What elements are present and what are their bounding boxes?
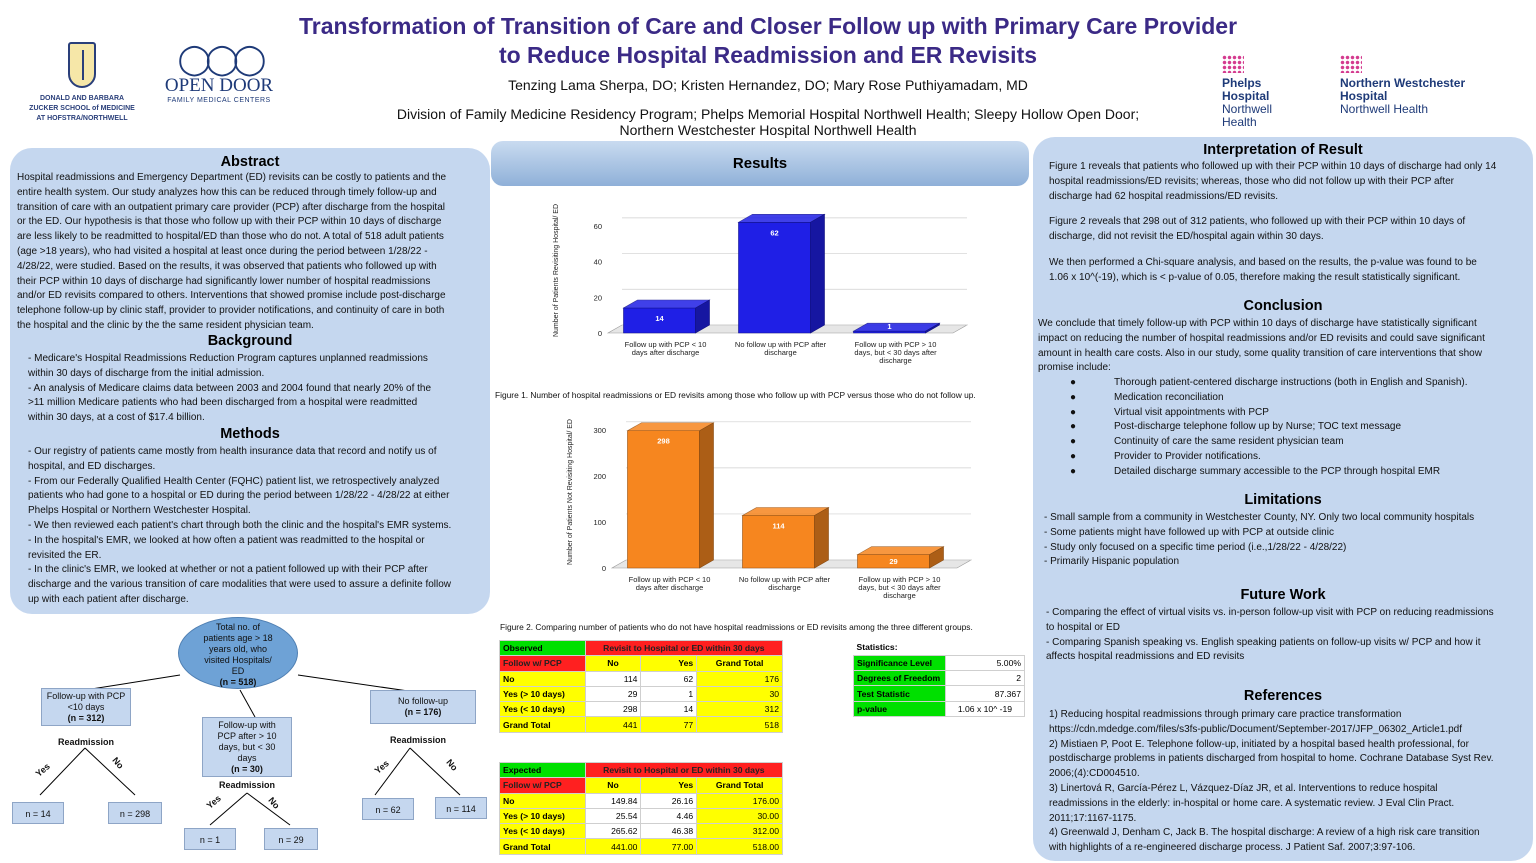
phelps-line-2: Hospital	[1222, 89, 1270, 103]
bar-side	[700, 423, 714, 568]
conclusion-bullets	[1070, 376, 1530, 480]
table-row: No 149.84 26.16 176.00	[500, 793, 783, 808]
shield-icon	[68, 42, 96, 88]
authors: Tenzing Lama Sherpa, DO; Kristen Hernandez, DO; Mary Rose Puthiyamadam, MD	[508, 77, 1028, 93]
y-tick-label: 300	[593, 425, 606, 435]
x-tick-label: No follow up with PCP after	[738, 575, 831, 584]
x-tick-label: days, but < 30 days after	[854, 348, 937, 357]
bar	[628, 431, 700, 568]
table-row: Significance Level 5.00%	[854, 655, 1025, 670]
background-text: - Medicare's Hospital Readmissions Reduction Program captures unplanned readmissions within 30 days of discharge from the initial admission. - An analysis of Medicare claims data between 2003 and 2004 found that nearly 20% of the >11 million Medicare patients who had been discharged from a hospital were readmitted within 30 days, at a cost of $17.4 billion.	[28, 353, 432, 424]
dots-icon	[1340, 55, 1362, 73]
nw-line-1: Northern Westchester	[1340, 76, 1466, 90]
list-item: ● Virtual visit appointments with PCP	[1070, 406, 1269, 418]
bar-data-label: 14	[655, 314, 664, 323]
phelps-line-1: Phelps	[1222, 76, 1262, 90]
affiliation-line-1: Division of Family Medicine Residency Program; Phelps Memorial Hospital Northwell Health; Sleepy Hollow Open Door;	[396, 106, 1140, 122]
zucker-line-3: AT HOFSTRA/NORTHWELL	[36, 115, 128, 122]
list-item: ● Post-discharge telephone follow up by Nurse; TOC text message	[1070, 421, 1402, 433]
phelps-line-4: Health	[1222, 115, 1257, 129]
yes-label-right: Yes	[372, 758, 391, 776]
conclusion-heading: Conclusion	[1243, 298, 1323, 314]
yes-label-left: Yes	[33, 761, 52, 779]
table-row: Yes (> 10 days) 29 1 30	[500, 686, 783, 701]
yes-label-middle: Yes	[204, 793, 223, 811]
bar-top	[628, 423, 714, 431]
y-tick-label: 20	[593, 293, 602, 303]
figure2-caption: Figure 2. Comparing number of patients who do not have hospital readmissions or ED revisits among the three different groups.	[500, 622, 973, 632]
bar-top	[858, 547, 944, 555]
table-row: p-value 1.06 x 10^ -19	[854, 701, 1025, 716]
x-tick-label: days, but < 30 days after	[858, 583, 941, 592]
no-label-middle: No	[266, 795, 282, 811]
bar-data-label: 1	[887, 322, 892, 331]
x-tick-label: discharge	[764, 348, 797, 357]
future-work-text: - Comparing the effect of virtual visits vs. in-person follow-up visit with PCP on reducing readmissions to hospital or ED - Comparing Spanish speaking vs. English speaking patients on follow-up visits w/ PCP and how it affects hospital readmissions and ED revisits	[1046, 607, 1494, 663]
x-tick-label: discharge	[879, 356, 912, 365]
limitations-text: - Small sample from a community in Westchester County, NY. Only two local community hospitals - Some patients might have followed up with PCP at outside clinic - Study only focused on a specific time period (i.e.,1/28/22 - 4/28/22) - Primarily Hispanic population	[1044, 512, 1475, 568]
x-tick-label: discharge	[883, 591, 916, 600]
table-row: Follow w/ PCP No Yes Grand Total	[500, 778, 783, 793]
readmission-label-middle: Readmission	[219, 780, 276, 790]
bar	[739, 222, 811, 333]
table-row: Yes (< 10 days) 265.62 46.38 312.00	[500, 824, 783, 839]
no-label-left: No	[110, 755, 126, 771]
list-item: ● Detailed discharge summary accessible to the PCP through hospital EMR	[1070, 465, 1441, 477]
y-tick-label: 200	[593, 471, 606, 481]
table-row: Degrees of Freedom 2	[854, 671, 1025, 686]
title-line-1: Transformation of Transition of Care and Closer Follow up with Primary Care Provider	[298, 13, 1238, 39]
abstract-text: Hospital readmissions and Emergency Department (ED) revisits can be costly to patients and the entire health system. Our study analyzes how this can be reduced through timely follow-up and transition of care with an outpatient primary care provider (PCP) after discharge from the hospital or the ED. Our hypothesis is that those who follow up with their PCP within 10 days of discharge are less likely to be readmitted to hospital/ED than those who do not. A total of 518 adult patients (age >18 years), who had visited a hospital at least once during the period between 1/28/22 - 4/28/22, were studied. Based on the results, it was observed that patients who followed up with their PCP within 10 days of discharge had significantly lower number of hospital readmissions and/or ED revisits compared to others. Interventions that showed promise include post-discharge telephone follow-up by clinic staff, provider to provider notifications, and continuity of care in both the hospital and the clinic by the the same resident physician team.	[17, 172, 447, 331]
figure1-chart	[548, 196, 988, 378]
x-tick-label: discharge	[768, 583, 801, 592]
limitations-heading: Limitations	[1244, 492, 1322, 508]
methods-text: - Our registry of patients came mostly from health insurance data that record and notify us of hospital, and ED discharges. - From our Federally Qualified Health Center (FQHC) patient list, we retrospectively analyzed patients who had gone to a hospital or ED during the period between 1/28/22 - 4/28/22 at either Phelps Hospital or Northern Westchester Hospital. - We then reviewed each patient's chart through both the clinic and the hospital's EMR systems. - In the hospital's EMR, we looked at how often a patient was readmitted to the hospital or revisited the ER. - In the clinic's EMR, we looked at whether or not a patient followed up with their PCP after discharge and the various transition of care modalities that were used to assure a definite follow up with each patient after discharge.	[28, 446, 452, 605]
expected-span: Revisit to Hospital or ED within 30 days	[585, 763, 782, 778]
bar-data-label: 114	[772, 521, 785, 531]
results-heading: Results	[491, 141, 1029, 186]
flowchart-node-no-followup: No follow-up (n = 176)	[370, 690, 476, 724]
bar-top	[624, 300, 710, 308]
leaf-middle-no: n = 29	[264, 828, 318, 850]
y-axis-label: Number of Patients Not Revisiting Hospital/ ED	[567, 419, 574, 565]
readmission-label-left: Readmission	[58, 737, 115, 747]
bar-data-label: 298	[657, 436, 670, 446]
open-door-sub: FAMILY MEDICAL CENTERS	[167, 97, 271, 104]
no-label-right: No	[444, 757, 460, 773]
x-tick-label: Follow up with PCP < 10	[628, 575, 711, 584]
x-tick-label: Follow up with PCP > 10	[854, 340, 937, 349]
statistics-title: Statistics:	[856, 642, 898, 653]
leaf-middle-yes: n = 1	[184, 828, 236, 850]
bar-side	[811, 214, 825, 333]
x-tick-label: No follow up with PCP after	[734, 340, 827, 349]
future-work-heading: Future Work	[1240, 587, 1326, 603]
observed-span: Revisit to Hospital or ED within 30 days	[585, 641, 782, 656]
phelps-logo	[1222, 55, 1322, 129]
observed-title: Observed	[500, 641, 586, 656]
nw-line-2: Hospital	[1340, 89, 1388, 103]
rings-icon: ◯◯◯	[177, 43, 261, 76]
bar-top	[854, 323, 940, 331]
bar-data-label: 62	[770, 228, 779, 238]
open-door-logo	[158, 44, 280, 106]
table-row: Yes (< 10 days) 298 14 312	[500, 702, 783, 717]
bar-data-label: 29	[889, 557, 898, 566]
flowchart-node-followup-lt10: Follow-up with PCP <10 days (n = 312)	[41, 688, 131, 726]
affiliation-line-2: Northern Westchester Hospital Northwell Health	[619, 122, 917, 138]
leaf-left-yes: n = 14	[12, 802, 64, 824]
table-row: Follow w/ PCP No Yes Grand Total	[500, 656, 783, 671]
expected-table	[499, 762, 783, 855]
table-row: Yes (> 10 days) 25.54 4.46 30.00	[500, 808, 783, 823]
bar-side	[815, 507, 829, 568]
leaf-left-no: n = 298	[108, 802, 162, 824]
y-tick-label: 40	[593, 257, 602, 267]
bar-top	[743, 507, 829, 515]
statistics-table	[853, 640, 1025, 717]
zucker-line-2: ZUCKER SCHOOL of MEDICINE	[29, 105, 135, 112]
dots-icon	[1222, 55, 1244, 73]
expected-title: Expected	[500, 763, 586, 778]
methods-heading: Methods	[220, 426, 280, 442]
table-row: No 114 62 176	[500, 671, 783, 686]
y-tick-label: 0	[597, 329, 602, 338]
list-item: ● Provider to Provider notifications.	[1070, 450, 1261, 462]
y-tick-label: 100	[593, 517, 606, 527]
x-tick-label: days after discharge	[635, 583, 704, 592]
leaf-right-yes: n = 62	[362, 798, 414, 820]
leaf-right-no: n = 114	[435, 797, 487, 819]
background-heading: Background	[207, 333, 293, 349]
list-item: ● Medication reconciliation	[1070, 391, 1224, 403]
conclusion-text: We conclude that timely follow-up with PCP within 10 days of discharge have statistically significant impact on reducing the number of hospital readmissions and/or ED revisits and could save significant amount in health care costs. Also in our study, some quality transition of care interventions that show promise include:	[1038, 318, 1485, 374]
flowchart-node-followup-gt10: Follow-up with PCP after > 10 days, but < 30 days (n = 30)	[202, 717, 292, 777]
interpretation-heading: Interpretation of Result	[1203, 142, 1363, 158]
figure1-caption: Figure 1. Number of hospital readmissions or ED revisits among those who follow up with PCP versus those who do not follow up.	[495, 390, 976, 400]
list-item: ● Continuity of care the same resident physician team	[1070, 436, 1344, 448]
x-tick-label: days after discharge	[631, 348, 700, 357]
zucker-logo	[22, 42, 142, 124]
list-item: ● Thorough patient-centered discharge instructions (both in English and Spanish).	[1070, 377, 1468, 388]
y-tick-label: 0	[601, 564, 606, 573]
northern-westchester-logo	[1340, 55, 1520, 116]
affiliation	[340, 106, 1196, 138]
interpretation-text: Figure 1 reveals that patients who followed up with their PCP within 10 days of discharge had only 14 hospital readmissions/ED revisits; whereas, those who did not follow up with their PCP after discharge had 62 hospital readmissions/ED revisits. Figure 2 reveals that 298 out of 312 patients, who followed up with their PCP within 10 days of discharge, did not revisit the ED/hospital again within 30 days. We then performed a Chi-square analysis, and based on the results, the p-value was found to be 1.06 x 10^(-19), which is < p-value of 0.05, therefore making the result statistically significant.	[1049, 161, 1497, 283]
poster-title	[200, 12, 1336, 70]
x-tick-label: Follow up with PCP > 10	[858, 575, 941, 584]
table-row: Test Statistic 87.367	[854, 686, 1025, 701]
zucker-line-1: DONALD AND BARBARA	[39, 95, 125, 102]
flowchart-root: Total no. of patients age > 18 years old, who visited Hospitals/ ED (n = 518)	[178, 617, 298, 689]
abstract-heading: Abstract	[220, 154, 280, 170]
phelps-line-3: Northwell	[1222, 102, 1273, 116]
table-row: Grand Total 441.00 77.00 518.00	[500, 839, 783, 854]
references-text: 1) Reducing hospital readmissions through primary care practice transformation https://cdn.mdedge.com/files/s3fs-public/Document/September-2017/JFP_06302_Article1.pdf 2) Mistiaen P, Poot E. Telephone follow-up, initiated by a hospital based health professional, for postdischarge problems in patients discharged from hospital to home. Cochrane Database Syst Rev. 2006;(4):CD004510. 3) Linertová R, García-Pérez L, Vázquez-Díaz JR, et al. Interventions to reduce hospital readmissions in the elderly: in-hospital or home care. A systematic review. J Eval Clin Pract. 2011;17:1167-1175. 4) Greenwald J, Denham C, Jack B. The hospital discharge: A review of a high risk care transition with highlights of a re-engineered discharge process. J Patient Saf. 2007;3:97-106.	[1049, 709, 1494, 854]
observed-table	[499, 640, 783, 733]
bar-top	[739, 214, 825, 222]
title-line-2: to Reduce Hospital Readmission and ER Revisits	[498, 42, 1038, 68]
open-door-name: OPEN DOOR	[164, 75, 274, 96]
y-axis-label: Number of Patients Revisiting Hospital/ ED	[553, 203, 560, 338]
figure2-chart	[562, 406, 982, 614]
references-heading: References	[1243, 688, 1323, 704]
x-tick-label: Follow up with PCP < 10	[624, 340, 707, 349]
readmission-label-right: Readmission	[390, 735, 447, 745]
nw-line-3: Northwell Health	[1340, 102, 1429, 116]
table-row: Grand Total 441 77 518	[500, 717, 783, 732]
y-tick-label: 60	[593, 221, 602, 231]
